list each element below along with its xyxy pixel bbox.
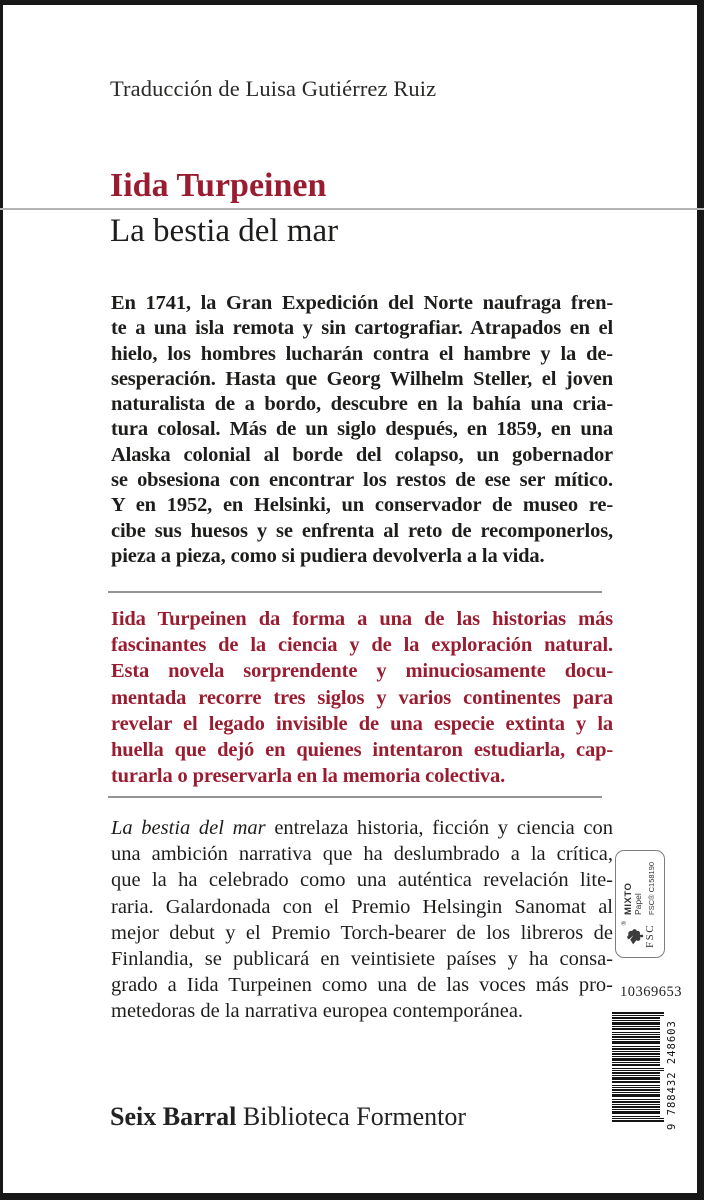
fsc-brand-text: FSC xyxy=(644,923,656,949)
translator-credit: Traducción de Luisa Gutiérrez Ruiz xyxy=(110,76,437,101)
text-line: hielo, los hombres lucharán contra el hambre y la de- xyxy=(111,342,613,365)
publisher-blurb-paragraph xyxy=(111,606,613,789)
barcode-bars xyxy=(612,1008,664,1130)
text-line: mejor debut y el Premio Torch-bearer de los libreros de xyxy=(111,921,613,944)
registered-trademark-icon: ® xyxy=(622,921,628,926)
text-line: mentada recorre tres siglos y varios continentes para xyxy=(111,686,613,709)
isbn-barcode xyxy=(612,1008,684,1130)
fsc-material-label: Papel xyxy=(633,893,644,915)
text-line: raria. Galardonada con el Premio Helsingin Sanomat al xyxy=(111,895,613,918)
text-line: sesperación. Hasta que Georg Wilhelm Steller, el joven xyxy=(111,367,613,390)
text-line: pieza a pieza, como si pudiera devolverla a la vida. xyxy=(111,544,545,567)
barcode-number: 9 788432 248603 xyxy=(666,1020,678,1130)
text-line: te a una isla remota y sin cartografiar. Atrapados en el xyxy=(111,317,613,340)
book-title: La bestia del mar xyxy=(110,213,339,249)
product-code: 10369653 xyxy=(620,984,682,1000)
text-line: turarla o preservarla en la memoria colectiva. xyxy=(111,765,506,788)
review-paragraph xyxy=(111,815,613,1025)
bottom-black-bar xyxy=(0,1193,704,1200)
text-line: fascinantes de la ciencia y de la exploración natural. xyxy=(111,634,613,657)
isbn-barcode-inner xyxy=(612,1008,684,1130)
text-line: grado a Iida Turpeinen como una de las voces más pro- xyxy=(111,974,613,997)
text-line: revelar el legado invisible de una especie extinta y la xyxy=(111,712,613,735)
divider-line xyxy=(108,796,602,798)
fsc-tree-icon xyxy=(624,926,644,946)
publisher-name: Seix Barral xyxy=(110,1102,237,1131)
text-line: Alaska colonial al borde del colapso, un gobernador xyxy=(111,443,613,466)
text-line: que la ha celebrado como una auténtica revelación lite- xyxy=(111,869,613,892)
divider-line xyxy=(108,591,602,593)
text-line: Y en 1952, en Helsinki, un conservador de museo re- xyxy=(111,494,613,517)
text-line: tura colosal. Más de un siglo después, en 1859, en una xyxy=(111,418,613,441)
fsc-label-box xyxy=(615,850,665,958)
text-line: En 1741, la Gran Expedición del Norte naufraga fren- xyxy=(111,292,613,314)
review-first-line-rest: entrelaza historia, ficción y ciencia con xyxy=(274,817,613,839)
fsc-tree-icon xyxy=(624,921,656,951)
right-black-edge xyxy=(697,0,704,1200)
fsc-type-label: MIXTO xyxy=(622,882,634,915)
text-line: Iida Turpeinen da forma a una de las historias más xyxy=(111,608,613,630)
text-line: cibe sus huesos y se enfrenta al reto de recomponerlos, xyxy=(111,519,613,542)
fsc-license-code: FSC® C158190 xyxy=(646,861,656,915)
review-title-italic: La bestia del mar xyxy=(111,817,266,839)
text-line: Esta novela sorprendente y minuciosamente docu- xyxy=(111,660,613,683)
fsc-label-text xyxy=(624,862,656,915)
text-line: se obsesiona con encontrar los restos de ese ser mítico. xyxy=(111,469,613,492)
text-line: una ambición narrativa que ha deslumbrado a la crítica, xyxy=(111,843,613,866)
author-name: Iida Turpeinen xyxy=(110,167,327,204)
fsc-certification-label xyxy=(615,850,665,958)
text-line: naturalista de a bordo, descubre en la bahía una cria- xyxy=(111,393,613,416)
text-line: Finlandia, se publicará en veintisiete países y ha consa- xyxy=(111,948,613,971)
left-black-edge xyxy=(0,0,3,1200)
author-baseline-rule xyxy=(0,208,704,210)
review-first-line xyxy=(111,815,613,841)
collection-name: Biblioteca Formentor xyxy=(242,1102,466,1131)
text-line: huella que dejó en quienes intentaron estudiarla, cap- xyxy=(111,739,613,762)
publisher-imprint xyxy=(110,1102,466,1132)
text-line: metedoras de la narrativa europea contemporánea. xyxy=(111,1000,524,1023)
top-black-bar xyxy=(0,0,704,5)
synopsis-paragraph xyxy=(111,291,613,569)
